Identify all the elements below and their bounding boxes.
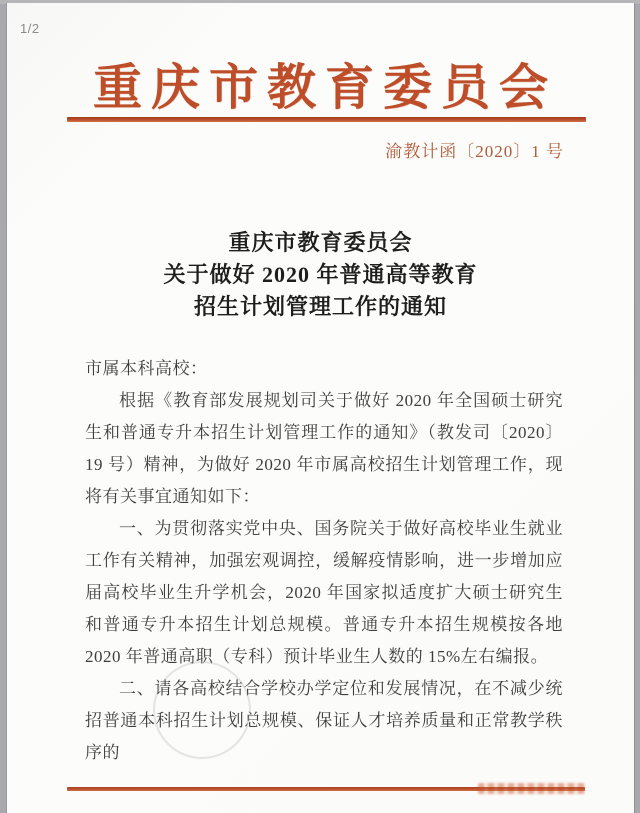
page-number-indicator: 1/2: [20, 21, 40, 36]
document-title-line-3: 招生计划管理工作的通知: [193, 294, 447, 319]
document-title: [7, 227, 634, 323]
body-paragraph: 一、为贯彻落实党中央、国务院关于做好高校毕业生就业工作有关精神，加强宏观调控，缓解疫情影响，进一步增加应届高校毕业生升学机会，2020 年国家拟适度扩大硕士研究生和普通专升本招生计划总规模。普通专升本招生规模按各地 2020 年普通高职（专科）预计毕业生人数的 15%左右编报。: [85, 519, 563, 666]
platform-watermark-smudge: [478, 783, 585, 794]
scanned-document-page: [7, 3, 634, 813]
salutation: 市属本科高校：: [85, 359, 208, 378]
seal-bleedthrough-watermark: [153, 661, 251, 759]
document-title-line-2: 关于做好 2020 年普通高等教育: [163, 262, 478, 287]
document-title-line-1: 重庆市教育委员会: [228, 230, 413, 255]
document-number: 渝教计函〔2020〕1 号: [385, 142, 564, 161]
letterhead-org-name: 重庆市教育委员会: [92, 60, 557, 115]
body-paragraph: 二、请各高校结合学校办学定位和发展情况，在不减少统招普通本科招生计划总规模、保证人才培养质量和正常教学秩序的: [85, 679, 563, 762]
letterhead-rule: [67, 117, 586, 122]
body-paragraph: 根据《教育部发展规划司关于做好 2020 年全国硕士研究生和普通专升本招生计划管理工作的通知》（教发司〔2020〕19 号）精神，为做好 2020 年市属高校招生计划管理工作，现将有关事宜通知如下：: [85, 391, 563, 506]
